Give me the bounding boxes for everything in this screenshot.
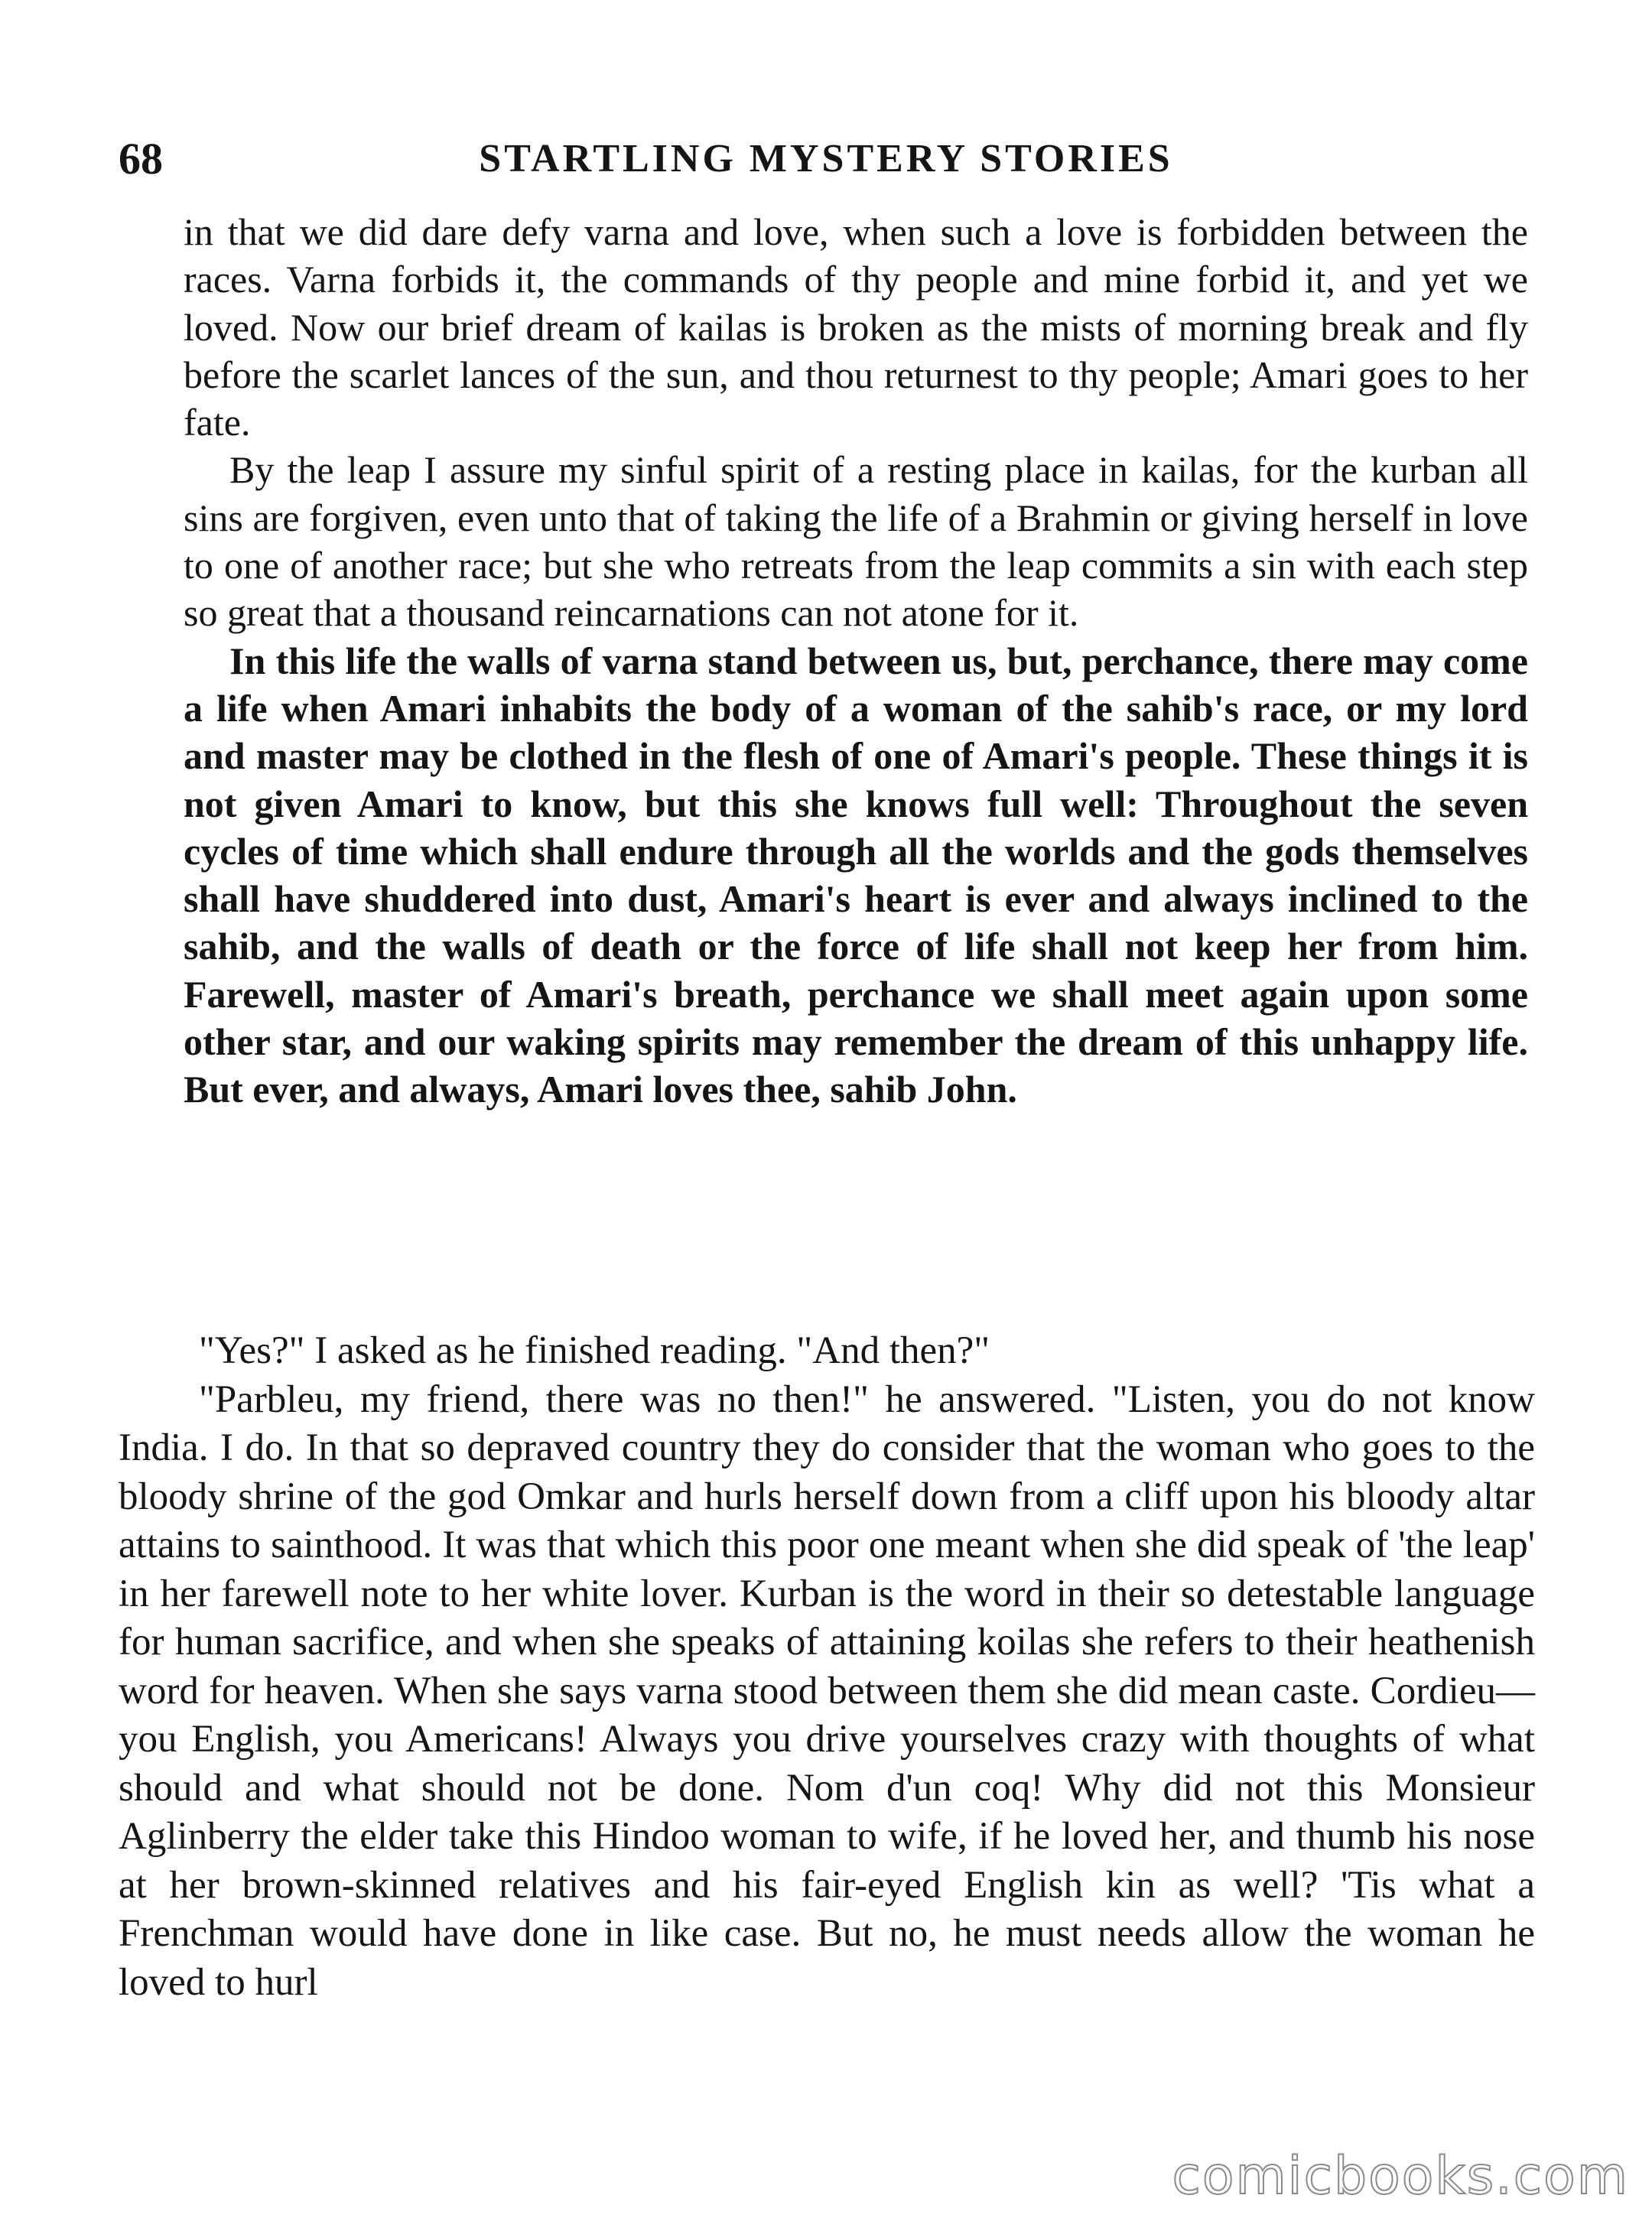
running-title: STARTLING MYSTERY STORIES: [479, 137, 1173, 180]
watermark-logo: comicbooks.com: [1172, 2146, 1629, 2207]
page-number: 68: [119, 134, 163, 184]
letter-paragraph: In this life the walls of varna stand between us, but, perchance, there may come a life when Amari inhabits the body of a woman of the sahib's race, or my lord and master may be clothed in the flesh of one of Amari's people. These things it is not given Amari to know, but this she knows full well: Throughout the seven cycles of time which shall endure through all the worlds and the gods themselves shall have shuddered into dust, Amari's heart is ever and always inclined to the sahib, and the walls of death or the force of life shall not keep her from him. Farewell, master of Amari's breath, perchance we shall meet again upon some other star, and our waking spirits may remember the dream of this unhappy life. But ever, and always, Amari loves thee, sahib John.: [184, 639, 1528, 1111]
letter-block: [184, 208, 1528, 1114]
letter-paragraph: By the leap I assure my sinful spirit of a resting place in kailas, for the kurban all sins are forgiven, even unto that of taking the life of a Brahmin or giving herself in love to one of another race; but she who retreats from the leap commits a sin with each step so great that a thousand reincarnations can not atone for it.: [184, 448, 1528, 635]
narrative-paragraph: "Yes?" I asked as he finished reading. "And then?": [199, 1329, 990, 1372]
narrative-block: [119, 1327, 1535, 2007]
page-header: [119, 128, 1533, 190]
narrative-paragraph: "Parbleu, my friend, there was no then!" he answered. "Listen, you do not know India. I do. In that so depraved country they do consider that the woman who goes to the bloody shrine of the god Omkar and hurls herself down from a cliff upon his bloody altar attains to sainthood. It was that which this poor one meant when she did speak of 'the leap' in her farewell note to her white lover. Kurban is the word in their so detestable language for human sacrifice, and when she speaks of attaining koilas she refers to their heathenish word for heaven. When she says varna stood between them she did mean caste. Cordieu—you English, you Americans! Always you drive yourselves crazy with thoughts of what should and what should not be done. Nom d'un coq! Why did not this Monsieur Aglinberry the elder take this Hindoo woman to wife, if he loved her, and thumb his nose at her brown-skinned relatives and his fair-eyed English kin as well? 'Tis what a Frenchman would have done in like case. But no, he must needs allow the woman he loved to hurl: [119, 1377, 1535, 2004]
letter-paragraph: in that we did dare defy varna and love, when such a love is forbidden between the races. Varna forbids it, the commands of thy people and mine forbid it, and yet we loved. Now our brief dream of kailas is broken as the mists of morning break and fly before the scarlet lances of the sun, and thou returnest to thy people; Amari goes to her fate.: [184, 210, 1528, 444]
